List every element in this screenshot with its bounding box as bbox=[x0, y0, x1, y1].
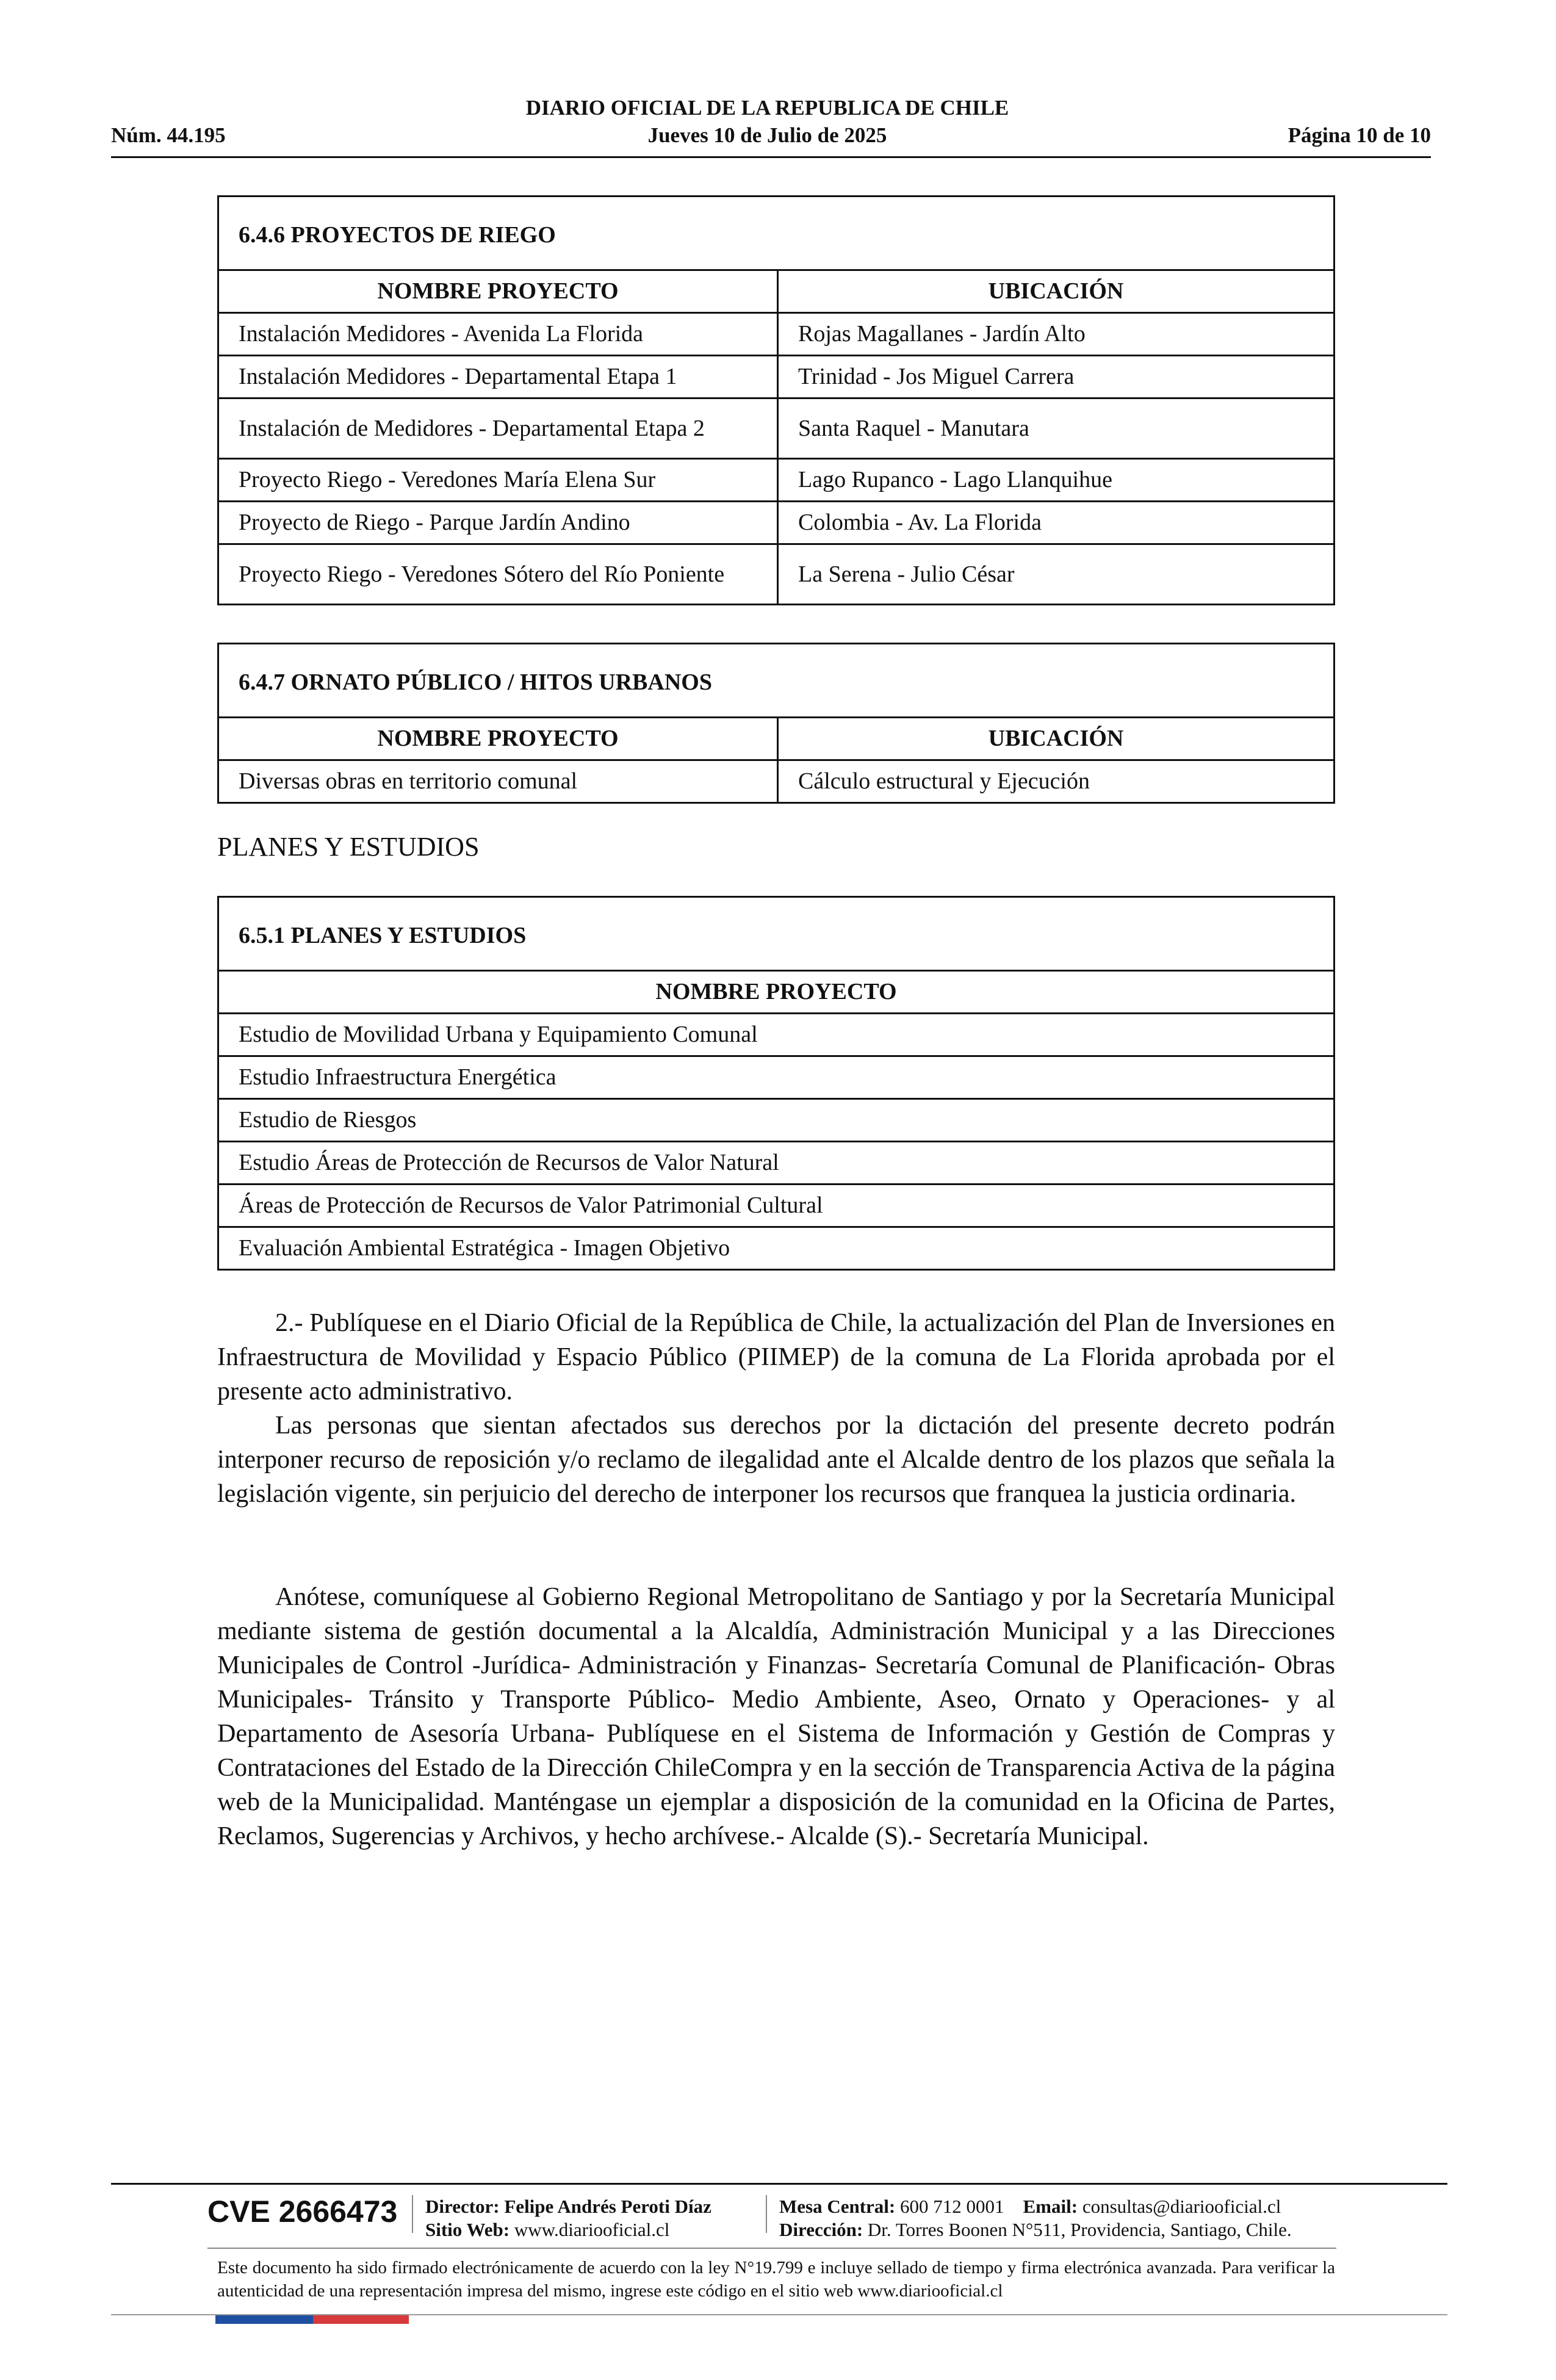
footer-divider-inner bbox=[207, 2248, 1336, 2249]
study-name-cell: Evaluación Ambiental Estratégica - Imagen Objetivo bbox=[218, 1227, 1334, 1270]
study-name-cell: Estudio de Movilidad Urbana y Equipamiento Comunal bbox=[218, 1014, 1334, 1056]
project-location-cell: Rojas Magallanes - Jardín Alto bbox=[778, 313, 1334, 356]
table-row bbox=[218, 1227, 1334, 1270]
director-name: Felipe Andrés Peroti Díaz bbox=[504, 2196, 711, 2217]
planes-heading: PLANES Y ESTUDIOS bbox=[217, 832, 480, 862]
project-location-cell: Colombia - Av. La Florida bbox=[778, 502, 1334, 544]
mesa-label: Mesa Central: bbox=[779, 2196, 896, 2217]
issue-date: Jueves 10 de Julio de 2025 bbox=[647, 123, 887, 147]
table-row bbox=[218, 1056, 1334, 1099]
paragraph-appeal-rights: Las personas que sientan afectados sus derechos por la dictación del presente decreto podrán interponer recurso de reposición y/o reclamo de ilegalidad ante el Alcalde dentro de los plazos que señala la legislación vigente, sin perjuicio del derecho de interponer los recursos que franquea la justicia ordinaria. bbox=[217, 1412, 1335, 1508]
project-name-cell: Diversas obras en territorio comunal bbox=[218, 760, 778, 803]
paragraph-communication: Anótese, comuníquese al Gobierno Regional Metropolitano de Santiago y por la Secretaría Municipal mediante sistema de gestión documental a la Alcaldía, Administración Municipal y a las Direcciones Municipales de Control -Jurídica- Administración y Finanzas- Secretaría Comunal de Planificación- Obras Municipales- Tránsito y Transporte Público- Medio Ambiente, Aseo, Ornato y Operaciones- y al Departamento de Asesoría Urbana- Publíquese en el Sistema de Información y Gestión de Compras y Contrataciones del Estado de la Dirección ChileCompra y en la sección de Transparencia Activa de la página web de la Municipalidad. Manténgase un ejemplar a disposición de la comunidad en la Oficina de Partes, Reclamos, Sugerencias y Archivos, y hecho archívese.- Alcalde (S).- Secretaría Municipal. bbox=[217, 1583, 1335, 1850]
column-header-nombre: NOMBRE PROYECTO bbox=[218, 270, 778, 313]
study-name-cell: Áreas de Protección de Recursos de Valor Patrimonial Cultural bbox=[218, 1185, 1334, 1227]
project-name-cell: Instalación Medidores - Avenida La Florida bbox=[218, 313, 778, 356]
issue-number: Núm. 44.195 bbox=[111, 123, 226, 147]
footer-contact-block bbox=[779, 2195, 1292, 2241]
table-row bbox=[218, 1099, 1334, 1142]
table-planes-y-estudios bbox=[217, 896, 1335, 1271]
footer-divider bbox=[111, 2183, 1447, 2185]
section-title-646: 6.4.6 PROYECTOS DE RIEGO bbox=[218, 197, 1334, 270]
table-row bbox=[218, 544, 1334, 605]
table-row bbox=[218, 313, 1334, 356]
section-title-647: 6.4.7 ORNATO PÚBLICO / HITOS URBANOS bbox=[218, 644, 1334, 718]
address-label: Dirección: bbox=[779, 2219, 863, 2240]
site-label: Sitio Web: bbox=[425, 2219, 510, 2240]
study-name-cell: Estudio Infraestructura Energética bbox=[218, 1056, 1334, 1099]
header-divider bbox=[111, 156, 1431, 158]
study-name-cell: Estudio Áreas de Protección de Recursos de Valor Natural bbox=[218, 1142, 1334, 1185]
email-link[interactable]: consultas@diariooficial.cl bbox=[1082, 2196, 1281, 2217]
newspaper-title: DIARIO OFICIAL DE LA REPUBLICA DE CHILE bbox=[525, 96, 1009, 120]
email-label: Email: bbox=[1023, 2196, 1078, 2217]
body-paragraphs-2 bbox=[217, 1580, 1335, 1853]
section-title-651: 6.5.1 PLANES Y ESTUDIOS bbox=[218, 897, 1334, 971]
page-indicator: Página 10 de 10 bbox=[1288, 123, 1431, 147]
table-row bbox=[218, 459, 1334, 502]
project-name-cell: Proyecto Riego - Veredones María Elena Sur bbox=[218, 459, 778, 502]
table-row bbox=[218, 1014, 1334, 1056]
footer-director-block bbox=[425, 2195, 711, 2241]
paragraph-publication: 2.- Publíquese en el Diario Oficial de la República de Chile, la actualización del Plan de Inversiones en Infraestructura de Movilidad y Espacio Público (PIIMEP) de la comuna de La Florida aprobada por el presente acto administrativo. bbox=[217, 1309, 1335, 1405]
table-row bbox=[218, 1185, 1334, 1227]
project-location-cell: La Serena - Julio César bbox=[778, 544, 1334, 605]
project-name-cell: Instalación de Medidores - Departamental Etapa 2 bbox=[218, 398, 778, 459]
project-location-cell: Lago Rupanco - Lago Llanquihue bbox=[778, 459, 1334, 502]
table-row bbox=[218, 398, 1334, 459]
footer-separator bbox=[766, 2195, 767, 2233]
footer-separator bbox=[412, 2195, 413, 2233]
project-name-cell: Proyecto de Riego - Parque Jardín Andino bbox=[218, 502, 778, 544]
project-location-cell: Trinidad - Jos Miguel Carrera bbox=[778, 356, 1334, 398]
cve-code: CVE 2666473 bbox=[207, 2194, 398, 2229]
project-name-cell: Instalación Medidores - Departamental Etapa 1 bbox=[218, 356, 778, 398]
director-label: Director: bbox=[425, 2196, 500, 2217]
table-row bbox=[218, 502, 1334, 544]
site-link[interactable]: www.diariooficial.cl bbox=[514, 2219, 670, 2240]
mesa-phone: 600 712 0001 bbox=[900, 2196, 1004, 2217]
table-row bbox=[218, 760, 1334, 803]
flag-stripe-red bbox=[313, 2315, 409, 2324]
table-row bbox=[218, 1142, 1334, 1185]
column-header-ubicacion: UBICACIÓN bbox=[778, 270, 1334, 313]
project-location-cell: Santa Raquel - Manutara bbox=[778, 398, 1334, 459]
body-paragraphs-1 bbox=[217, 1306, 1335, 1511]
column-header-nombre: NOMBRE PROYECTO bbox=[218, 971, 1334, 1014]
legal-notice: Este documento ha sido firmado electrónicamente de acuerdo con la ley N°19.799 e incluye sellado de tiempo y firma electrónica avanzada. Para verificar la autenticidad de una representación impresa del mismo, ingrese este código en el sitio web www.diariooficial.cl bbox=[217, 2258, 1335, 2301]
address-value: Dr. Torres Boonen N°511, Providencia, Santiago, Chile. bbox=[867, 2219, 1292, 2240]
column-header-nombre: NOMBRE PROYECTO bbox=[218, 718, 778, 760]
column-header-ubicacion: UBICACIÓN bbox=[778, 718, 1334, 760]
table-proyectos-de-riego bbox=[217, 195, 1335, 605]
table-ornato-publico bbox=[217, 643, 1335, 804]
flag-stripe-blue bbox=[215, 2315, 313, 2324]
project-name-cell: Proyecto Riego - Veredones Sótero del Río Poniente bbox=[218, 544, 778, 605]
project-location-cell: Cálculo estructural y Ejecución bbox=[778, 760, 1334, 803]
table-row bbox=[218, 356, 1334, 398]
study-name-cell: Estudio de Riesgos bbox=[218, 1099, 1334, 1142]
